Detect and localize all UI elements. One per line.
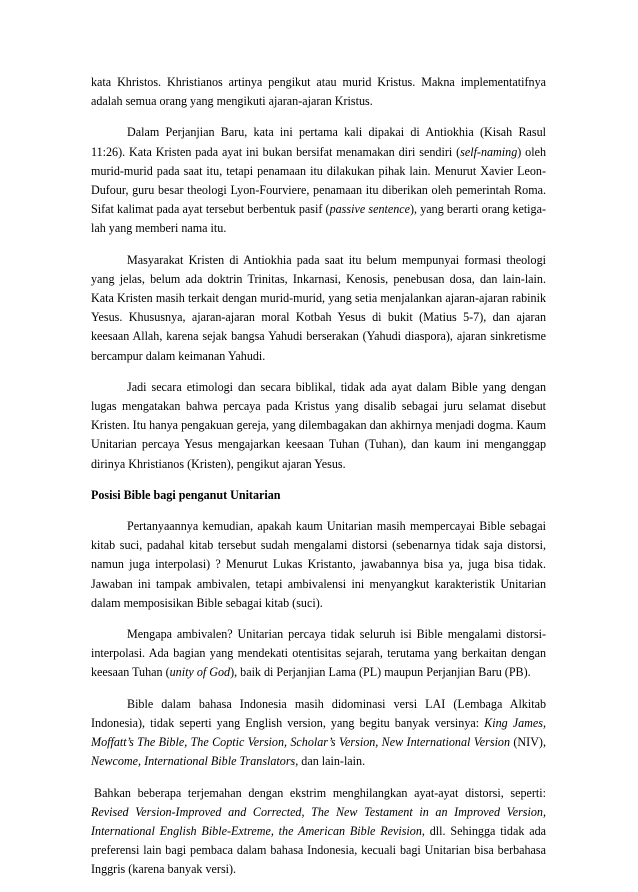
text-run: Mengapa ambivalen? Unitarian percaya tidak seluruh isi Bible mengalami distorsi-interpolasi. Ada bagian yang mendekati otentisitas sejarah, terutama yang berkaitan dengan keesaan Tuhan ( — [91, 627, 546, 680]
text-run: ) oleh murid-murid pada saat itu, tetapi penamaan itu dilakukan pihak lain. Menurut Xavier Leon-Dufour, guru besar theologi Lyon-Fourviere, penamaan itu diberikan oleh pemerintah Roma. Sifat kalimat pada ayat tersebut berbentuk pasif ( — [91, 144, 546, 217]
text-run: kata Khristos. Khristianos artinya pengikut atau murid Kristus. Makna implementatifnya adalah semua orang yang mengikuti ajaran-ajaran Kristus. — [91, 75, 546, 109]
paragraph-7 — [91, 695, 546, 772]
paragraph-4 — [91, 378, 546, 474]
italic-text: King James, Moffatt’s The Bible, The Coptic Version, Scholar’s Version, New International Version — [91, 715, 546, 750]
text-run: Dalam Perjanjian Baru, kata ini pertama kali dipakai di Antiokhia (Kisah Rasul 11:26). Kata Kristen pada ayat ini bukan bersifat menamakan diri sendiri ( — [91, 125, 546, 159]
text-run: Bible dalam bahasa Indonesia masih didominasi versi LAI (Lembaga Alkitab Indonesia), tidak seperti yang English version, yang begitu banyak versinya: — [91, 696, 546, 730]
text-run: , dll. Sehingga tidak ada preferensi lain bagi pembaca dalam bahasa Indonesia, kecuali bagi Unitarian bisa berbahasa Inggris (karena banyak versi). — [91, 823, 546, 877]
italic-text: self-naming — [460, 144, 518, 159]
text-run: , dan lain-lain. — [295, 754, 366, 769]
paragraph-8 — [91, 784, 546, 880]
paragraph-3 — [91, 251, 546, 366]
paragraph-6 — [91, 625, 546, 683]
document-body — [91, 73, 546, 892]
text-run: Bahkan beberapa terjemahan dengan ekstrim menghilangkan ayat-ayat distorsi, seperti: — [94, 785, 546, 800]
text-run: Jadi secara etimologi dan secara biblikal, tidak ada ayat dalam Bible yang dengan lugas mengatakan bahwa percaya pada Kristus yang disalib sebagai juru selamat disebut Kristen. Itu hanya pengakuan gereja, yang dilembagakan dan akhirnya menjadi dogma. Kaum Unitarian percaya Yesus mengajarkan keesaan Tuhan (Tuhan), dan kaum ini menganggap dirinya Khristianos (Kristen), pengikut ajaran Yesus. — [91, 379, 546, 471]
paragraph-5 — [91, 517, 546, 613]
italic-text: passive sentence — [329, 202, 410, 217]
italic-text: unity of God — [169, 665, 231, 680]
italic-text: Newcome, International Bible Translators — [91, 754, 296, 769]
text-run: ), baik di Perjanjian Lama (PL) maupun Perjanjian Baru (PB). — [230, 665, 531, 680]
text-run: (NIV), — [510, 735, 546, 750]
paragraph-2 — [91, 123, 546, 238]
text-run: Pertanyaannya kemudian, apakah kaum Unitarian masih mempercayai Bible sebagai kitab suci, padahal kitab tersebut sudah mengalami distorsi (sebenarnya tidak saja distorsi, namun juga interpolasi) ? Menurut Lukas Kristanto, jawabannya bisa ya, juga bisa tidak. Jawaban ini tampak ambivalen, tetapi ambivalensi ini menyangkut karakteristik Unitarian dalam memposisikan Bible sebagai kitab (suci). — [91, 519, 546, 610]
section-heading: Posisi Bible bagi penganut Unitarian — [91, 487, 281, 502]
text-run: Masyarakat Kristen di Antiokhia pada saat itu belum mempunyai formasi theologi yang jelas, belum ada doktrin Trinitas, Inkarnasi, Kenosis, penebusan dosa, dan lain-lain. Kata Kristen masih terkait dengan murid-murid, yang setia menjalankan ajaran-ajaran rabinik Yesus. Khususnya, ajaran-ajaran moral Kotbah Yesus di bukit (Matius 5-7), dan ajaran keesaan Allah, karena sejak bangsa Yahudi berserakan (Yahudi diaspora), ajaran sinkretisme bercampur dalam keimanan Yahudi. — [91, 252, 546, 363]
text-run: ), yang berarti orang ketiga-lah yang memberi nama itu. — [91, 202, 546, 236]
italic-text: Revised Version-Improved and Corrected, The New Testament in an Improved Version, International English Bible-Extreme, the American Bible Revision — [91, 804, 546, 838]
paragraph-1 — [91, 73, 546, 111]
